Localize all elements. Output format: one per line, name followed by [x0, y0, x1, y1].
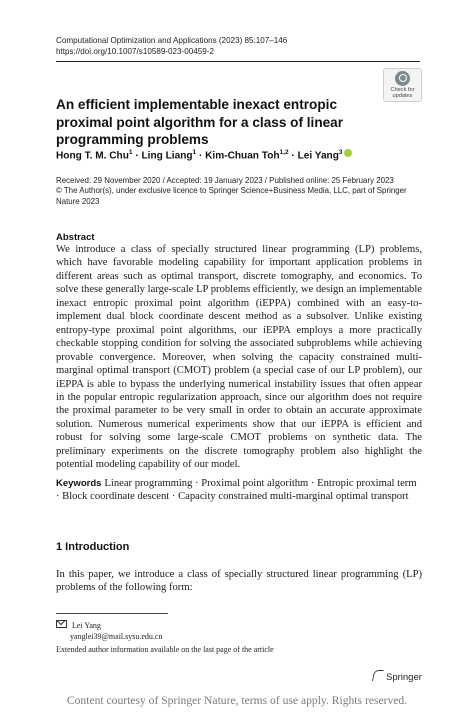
courtesy-notice: Content courtesy of Springer Nature, terms of use apply. Rights reserved.	[66, 694, 408, 707]
doi-link[interactable]: https://doi.org/10.1007/s10589-023-00459-2	[56, 46, 214, 56]
author-list	[56, 149, 352, 161]
publisher-logo	[373, 670, 422, 683]
keywords-text: Linear programming · Proximal point algorithm · Entropic proximal term · Block coordinate descent · Capacity constrained multi-marginal optimal transport	[56, 478, 417, 503]
author-affiliation: 3	[338, 149, 343, 156]
keywords-label: Keywords	[56, 478, 102, 489]
author-affiliation: 1,2	[279, 149, 289, 156]
corresponding-author-email[interactable]: yanglei39@mail.sysu.edu.cn	[70, 632, 163, 641]
check-updates-icon	[395, 71, 410, 86]
envelope-icon	[56, 620, 67, 628]
corresponding-author	[56, 620, 162, 642]
author-name[interactable]: Ling Liang	[141, 150, 193, 162]
check-for-updates-badge[interactable]	[383, 68, 422, 102]
received-accepted-dates: Received: 29 November 2020 / Accepted: 19 January 2023 / Published online: 25 February 2023	[56, 176, 394, 185]
abstract-heading: Abstract	[56, 232, 95, 243]
author-affiliation: 1	[192, 149, 197, 156]
orcid-icon[interactable]	[344, 149, 352, 157]
introduction-body: In this paper, we introduce a class of specially structured linear programming (LP) problems of the following form:	[56, 569, 422, 594]
author-separator: ·	[132, 150, 142, 162]
keywords	[56, 477, 422, 504]
springer-horse-icon	[372, 670, 384, 681]
corresponding-author-name: Lei Yang	[72, 621, 101, 630]
extended-author-info: Extended author information available on the last page of the article	[56, 645, 274, 654]
article-title: An efficient implementable inexact entropic proximal point algorithm for a class of linear programming problems	[56, 97, 344, 147]
author-separator: ·	[288, 150, 298, 162]
abstract-body: We introduce a class of specially structured linear programming (LP) problems, which have favorable modeling capability for important application problems in different areas such as optimal transport, discrete tomography, and economics. To solve these generally large-scale LP problems efficiently, we design an implementable inexact entropic proximal point algorithm (iEPPA) combined with an easy-to-implement dual block coordinate descent method as a subsolver. Unlike existing entropy-type proximal point algorithms, our iEPPA employs a more practically checkable stopping condition for solving the associated subproblems while achieving provable convergence. Moreover, when solving the capacity constrained multi-marginal optimal transport (CMOT) problem (a special case of our LP problem), our iEPPA is able to bypass the underlying numerical instability issues that often appear in the popular entropic regularization approach, since our algorithm does not require the proximal parameter to be very small in order to obtain an accurate approximate solution. Numerous numerical experiments show that our iEPPA is efficient and robust for solving some large-scale CMOT problems on synthetic data. The preliminary experiments on the discrete tomography problem also highlight the potential modeling capability of our model.	[56, 244, 422, 471]
publisher-name: Springer	[386, 672, 422, 683]
copyright-notice: © The Author(s), under exclusive licence to Springer Science+Business Media, LLC, part of Springer Nature 2023	[56, 186, 407, 206]
journal-citation: Computational Optimization and Applications (2023) 85:107–146	[56, 36, 288, 45]
section-heading-introduction: 1 Introduction	[56, 541, 130, 553]
header-rule	[56, 61, 420, 62]
author-affiliation: 1	[128, 149, 133, 156]
author-name[interactable]: Kim-Chuan Toh	[205, 150, 280, 162]
author-name[interactable]: Lei Yang	[297, 150, 339, 162]
check-updates-label: Check for updates	[390, 87, 415, 100]
author-name[interactable]: Hong T. M. Chu	[56, 150, 129, 162]
journal-header	[56, 36, 287, 57]
footnote-rule	[56, 613, 168, 614]
publication-dates	[56, 176, 422, 207]
author-separator: ·	[196, 150, 206, 162]
